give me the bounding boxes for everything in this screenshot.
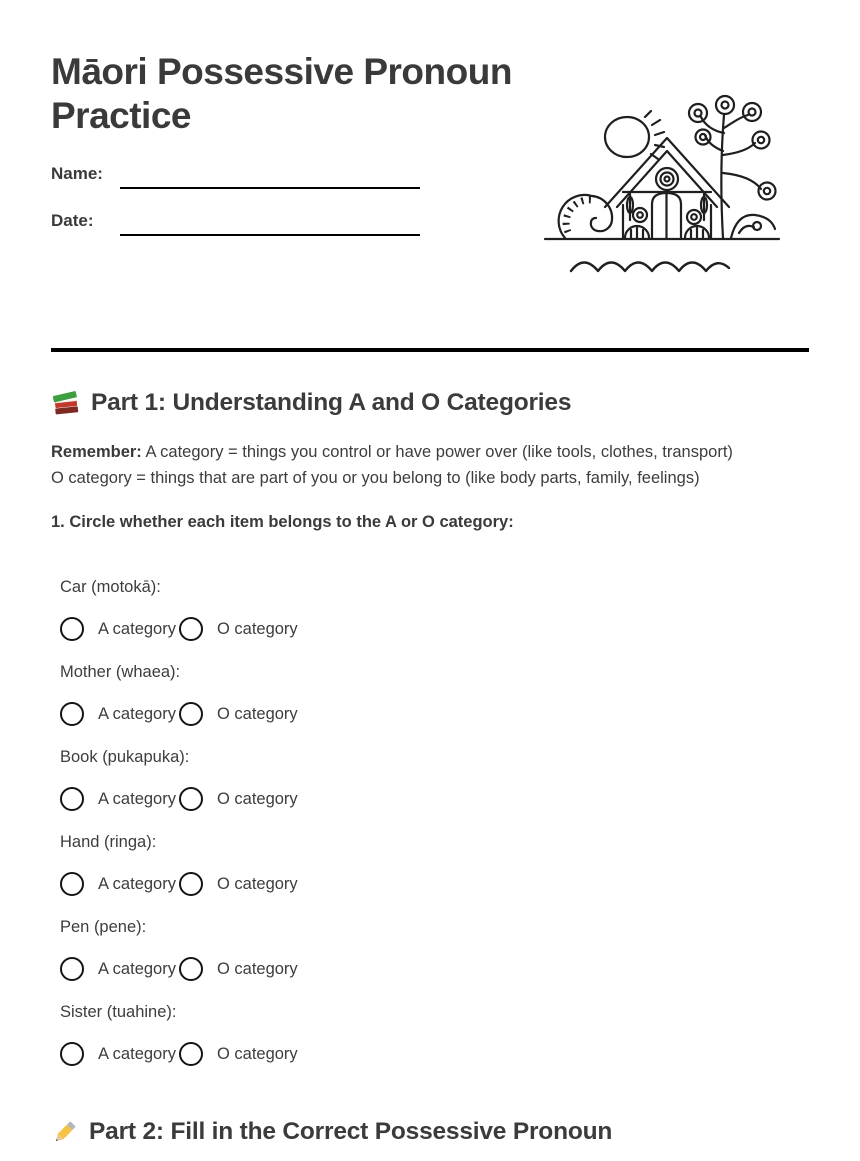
part1-section (51, 388, 809, 1086)
wharenui-illustration (543, 93, 791, 285)
radio-a-category[interactable] (60, 872, 84, 896)
remember-note (51, 439, 809, 491)
radio-a-category[interactable] (60, 787, 84, 811)
date-label: Date: (51, 211, 94, 230)
section-divider (51, 348, 809, 352)
part1-heading-text: Part 1: Understanding A and O Categories (91, 389, 572, 416)
remember-label: Remember: (51, 443, 142, 461)
part1-heading (51, 388, 809, 418)
item-hand (60, 831, 809, 896)
a-category-label: A category (98, 789, 176, 808)
o-category-label: O category (216, 704, 298, 723)
a-category-label: A category (98, 1044, 176, 1063)
books-icon (51, 390, 80, 416)
item-label: Car (motokā): (60, 578, 161, 596)
o-category-label: O category (216, 619, 298, 638)
item-pen (60, 916, 809, 981)
part2-heading-text: Part 2: Fill in the Correct Possessive Pronoun (89, 1118, 613, 1145)
category-options (60, 787, 809, 811)
item-sister (60, 1001, 809, 1066)
radio-o-category[interactable] (179, 1042, 203, 1066)
radio-o-category[interactable] (179, 957, 203, 981)
date-input-line[interactable] (120, 212, 420, 236)
radio-a-category[interactable] (60, 957, 84, 981)
a-category-label: A category (98, 959, 176, 978)
category-options (60, 957, 809, 981)
a-category-label: A category (98, 704, 176, 723)
category-options (60, 617, 809, 641)
part2-heading (51, 1117, 809, 1147)
item-label: Pen (pene): (60, 918, 147, 936)
item-label: Mother (whaea): (60, 663, 181, 681)
item-mother (60, 661, 809, 726)
question-1: 1. Circle whether each item belongs to the A or O category: (51, 513, 514, 531)
page-title: Māori Possessive Pronoun Practice (51, 51, 512, 136)
pencil-icon (51, 1119, 78, 1146)
o-category-label: O category (216, 789, 298, 808)
radio-a-category[interactable] (60, 702, 84, 726)
item-label: Sister (tuahine): (60, 1003, 177, 1021)
remember-line1 (51, 439, 809, 465)
category-options (60, 872, 809, 896)
item-label: Hand (ringa): (60, 833, 157, 851)
item-book (60, 746, 809, 811)
category-items-list (60, 576, 809, 1066)
o-category-label: O category (216, 1044, 298, 1063)
category-options (60, 1042, 809, 1066)
item-label: Book (pukapuka): (60, 748, 190, 766)
radio-o-category[interactable] (179, 617, 203, 641)
radio-a-category[interactable] (60, 617, 84, 641)
o-category-label: O category (216, 959, 298, 978)
remember-line2: O category = things that are part of you or you belong to (like body parts, family, feelings) (51, 469, 700, 487)
radio-o-category[interactable] (179, 872, 203, 896)
name-input-line[interactable] (120, 165, 420, 189)
a-category-label: A category (98, 619, 176, 638)
name-label: Name: (51, 164, 103, 183)
sun-icon (605, 117, 649, 157)
item-car (60, 576, 809, 641)
radio-o-category[interactable] (179, 787, 203, 811)
category-options (60, 702, 809, 726)
radio-a-category[interactable] (60, 1042, 84, 1066)
part2-section (51, 1117, 809, 1147)
o-category-label: O category (216, 874, 298, 893)
a-category-rule: A category = things you control or have power over (like tools, clothes, transport) (145, 443, 733, 461)
radio-o-category[interactable] (179, 702, 203, 726)
a-category-label: A category (98, 874, 176, 893)
